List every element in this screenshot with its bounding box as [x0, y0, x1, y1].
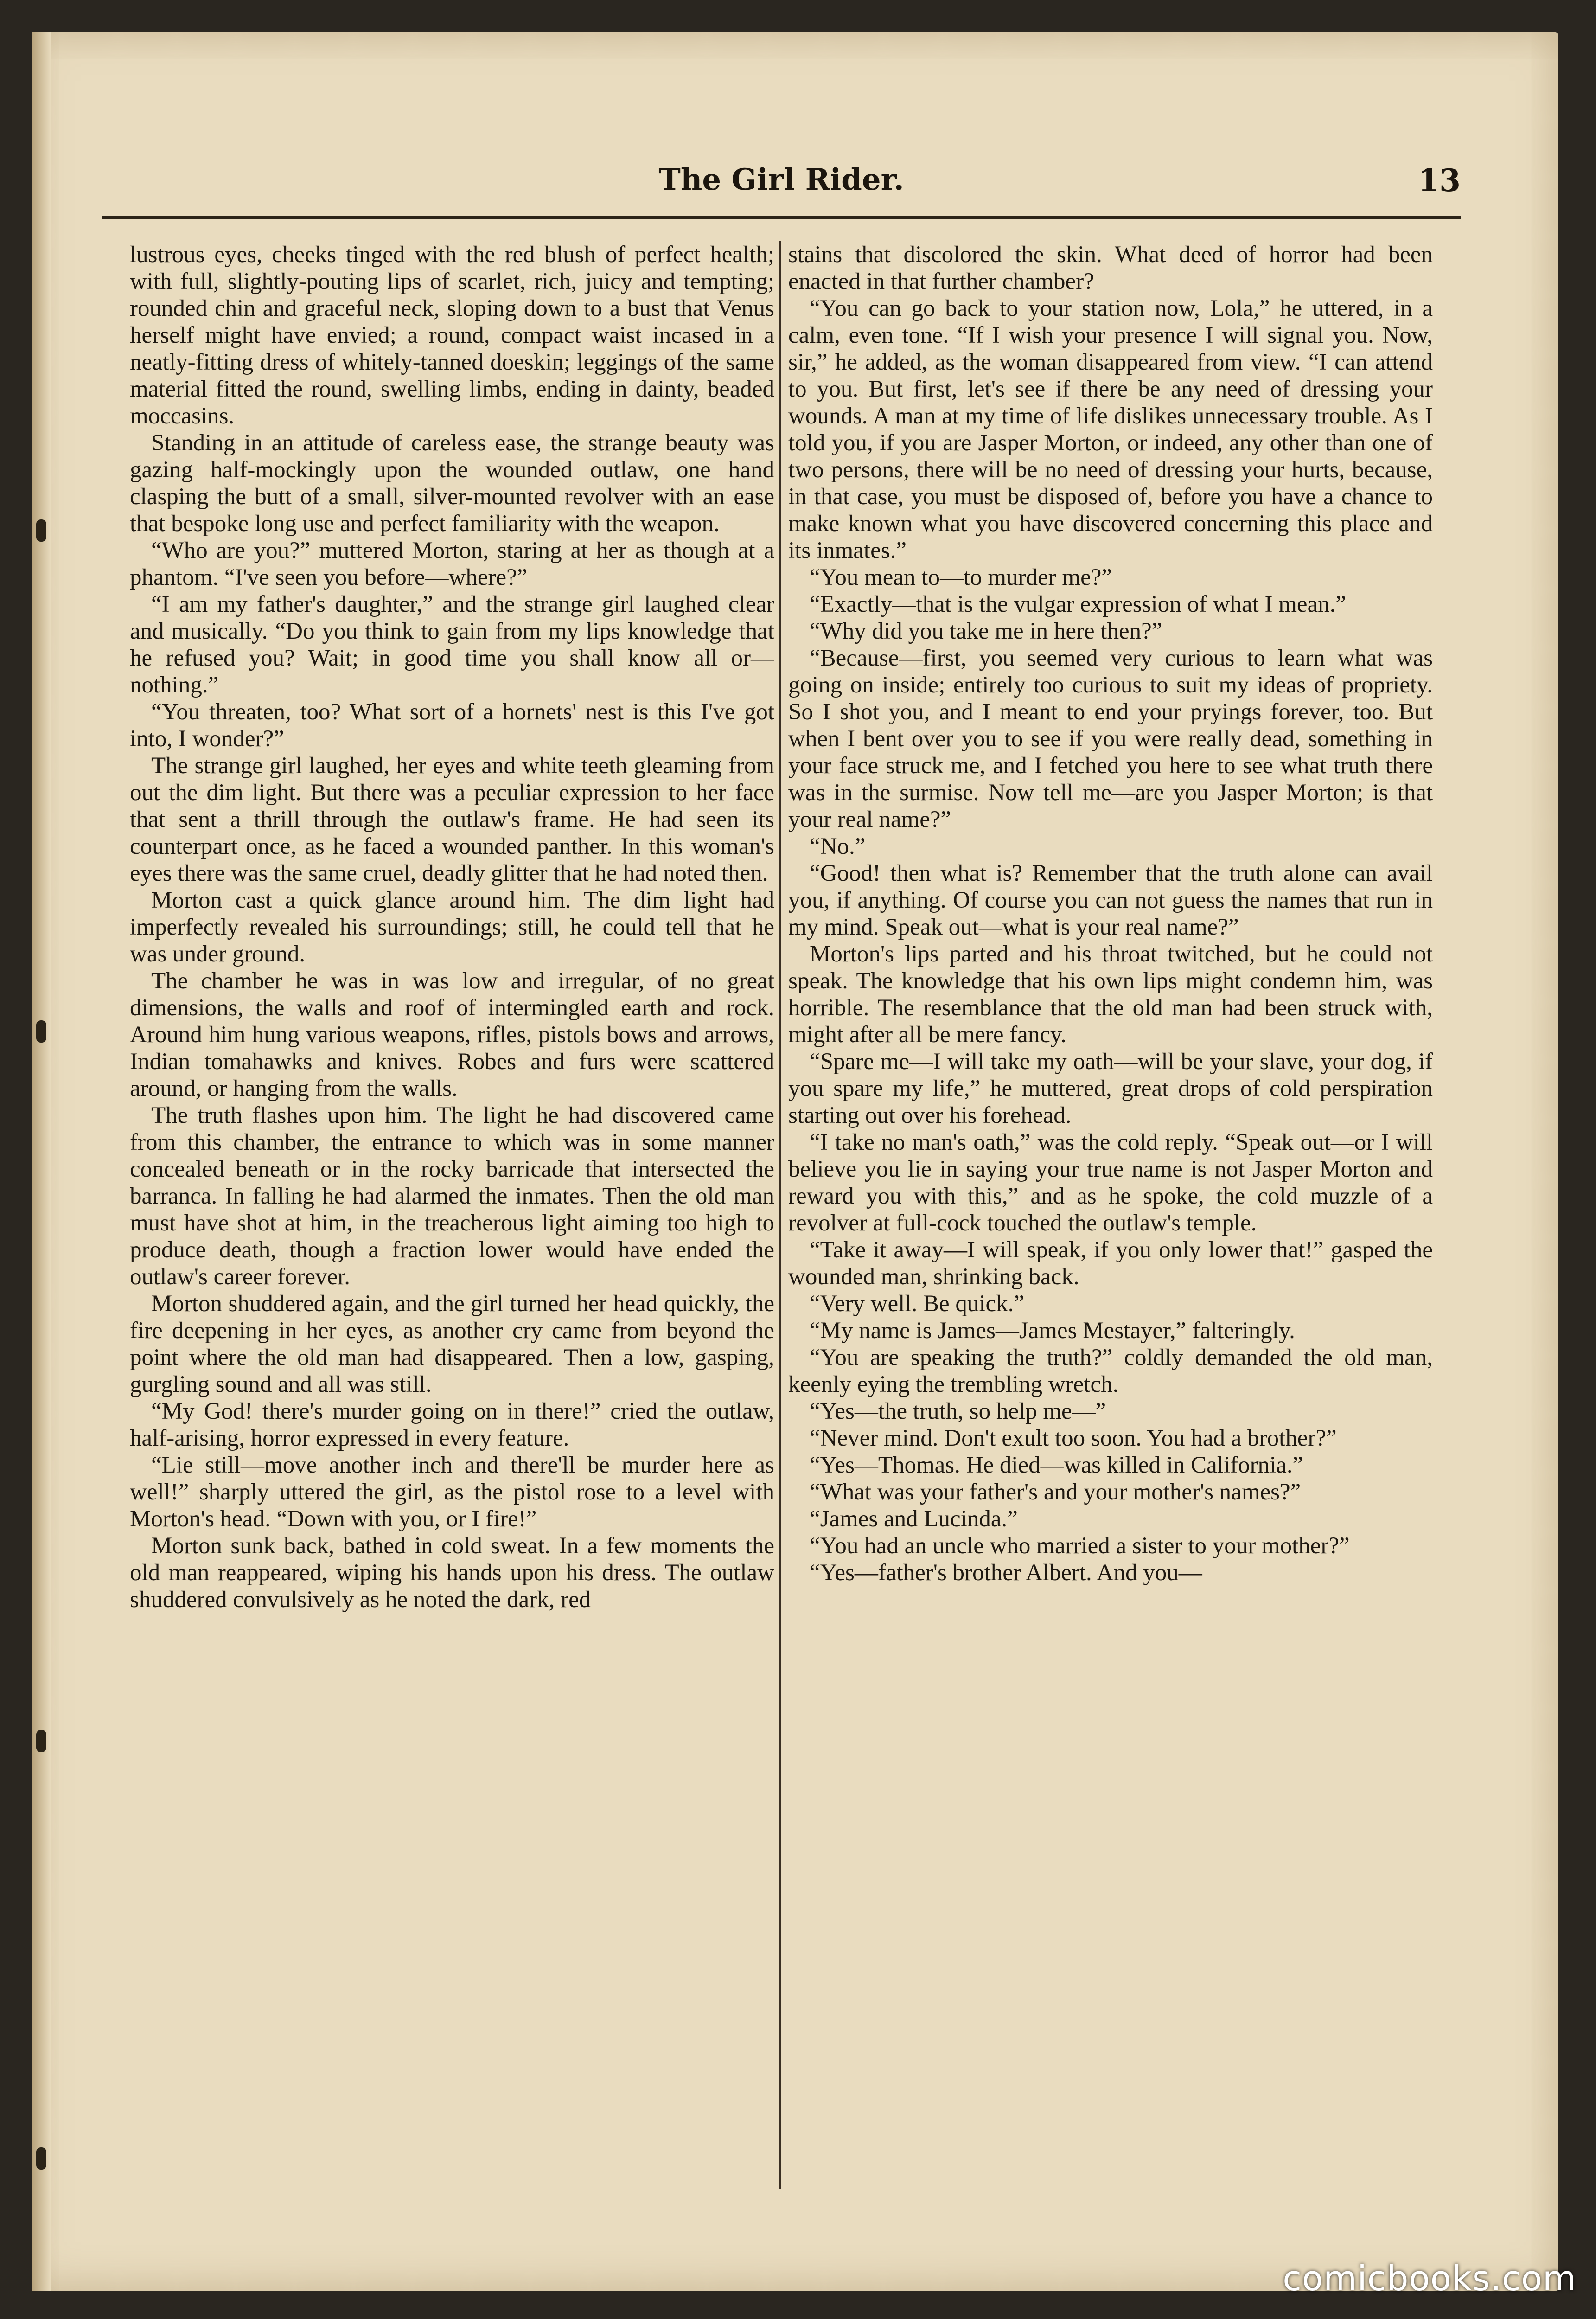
paragraph: “Never mind. Don't exult too soon. You had a brother?”: [810, 1425, 1337, 1451]
paragraph: The strange girl laughed, her eyes and white teeth gleaming from out the dim light. But there was a peculiar expression to her face that sent a thrill through the outlaw's frame. He had seen its counterpart once, as he faced a wounded panther. In this woman's eyes there was the same cruel, deadly glitter that he had noted then.: [130, 753, 774, 886]
paragraph: “Yes—father's brother Albert. And you—: [810, 1560, 1202, 1586]
paragraph: “You had an uncle who married a sister to your mother?”: [810, 1533, 1350, 1559]
paragraph: “My God! there's murder going on in there!” cried the outlaw, half-arising, horror expressed in every feature.: [130, 1398, 774, 1451]
binding-stitch: [36, 2147, 46, 2170]
paragraph: Morton cast a quick glance around him. The dim light had imperfectly revealed his surroundings; still, he could tell that he was under ground.: [130, 887, 774, 967]
paragraph: “What was your father's and your mother's names?”: [810, 1479, 1301, 1505]
paragraph: “I am my father's daughter,” and the strange girl laughed clear and musically. “Do you think to gain from my lips knowledge that he refused you? Wait; in good time you shall know all or—nothing.”: [130, 591, 774, 698]
paragraph: “You can go back to your station now, Lola,” he uttered, in a calm, even tone. “If I wish your presence I will signal you. Now, sir,” he added, as the woman disappeared from view. “I can attend to you. But first, let's see if there be any need of dressing your wounds. A man at my time of life dislikes unnecessary trouble. As I told you, if you are Jasper Morton, or indeed, any other than one of two persons, there will be no need of dressing your hurts, because, in that case, you must be disposed of, before you have a chance to make known what you have discovered concerning this place and its inmates.”: [788, 295, 1433, 564]
paragraph: “My name is James—James Mestayer,” falteringly.: [810, 1318, 1295, 1344]
paragraph: “Very well. Be quick.”: [810, 1291, 1025, 1317]
paragraph: “No.”: [810, 833, 866, 859]
paragraph: stains that discolored the skin. What deed of horror had been enacted in that further chamber?: [788, 242, 1433, 295]
header-rule: [102, 216, 1461, 219]
paragraph: “Yes—Thomas. He died—was killed in California.”: [810, 1452, 1303, 1478]
left-column: [130, 241, 774, 2189]
paragraph: “You threaten, too? What sort of a hornets' nest is this I've got into, I wonder?”: [130, 699, 774, 752]
column-divider: [779, 241, 781, 2189]
paragraph: “Spare me—I will take my oath—will be your slave, your dog, if you spare my life,” he muttered, great drops of cold perspiration starting out over his forehead.: [788, 1049, 1433, 1128]
paragraph: Morton's lips parted and his throat twitched, but he could not speak. The knowledge that his own lips might condemn him, was horrible. The resemblance that the old man had been struck with, might after all be mere fancy.: [788, 941, 1433, 1048]
paragraph: The truth flashes upon him. The light he had discovered came from this chamber, the entrance to which was in some manner concealed beneath or in the rocky barricade that intersected the barranca. In falling he had alarmed the inmates. Then the old man must have shot at him, in the treacherous light aiming too high to produce death, though a fraction lower would have ended the outlaw's career forever.: [130, 1102, 774, 1290]
paragraph: “Take it away—I will speak, if you only lower that!” gasped the wounded man, shrinking back.: [788, 1237, 1433, 1290]
paragraph: “James and Lucinda.”: [810, 1506, 1018, 1532]
paragraph: “Exactly—that is the vulgar expression of what I mean.”: [810, 591, 1347, 617]
binding-stitch: [36, 1020, 46, 1043]
page-header: [102, 162, 1461, 218]
paragraph: Morton shuddered again, and the girl turned her head quickly, the fire deepening in her eyes, as another cry came from beyond the point where the old man had disappeared. Then a low, gasping, gurgling sound and all was still.: [130, 1291, 774, 1397]
watermark: comicbooks.com: [1283, 2259, 1577, 2299]
paragraph: “Yes—the truth, so help me—”: [810, 1398, 1106, 1424]
paragraph: “I take no man's oath,” was the cold reply. “Speak out—or I will believe you lie in saying your true name is not Jasper Morton and reward you with this,” and as he spoke, the cold muzzle of a revolver at full-cock touched the outlaw's temple.: [788, 1129, 1433, 1236]
paragraph: The chamber he was in was low and irregular, of no great dimensions, the walls and roof of intermingled earth and rock. Around him hung various weapons, rifles, pistols bows and arrows, Indian tomahawks and knives. Robes and furs were scattered around, or hanging from the walls.: [130, 968, 774, 1102]
page-number: 13: [1418, 162, 1461, 199]
right-column: [788, 241, 1433, 2189]
running-title: The Girl Rider.: [658, 162, 904, 197]
page-binding: [32, 32, 51, 2291]
paragraph: “Why did you take me in here then?”: [810, 618, 1162, 644]
paragraph: “Because—first, you seemed very curious to learn what was going on inside; entirely too curious to suit my ideas of propriety. So I shot you, and I meant to end your pryings forever, too. But when I bent over you to see if you were really dead, something in your face struck me, and I fetched you here to see what truth there was in the surmise. Now tell me—are you Jasper Morton; is that your real name?”: [788, 645, 1433, 833]
paragraph: “Good! then what is? Remember that the truth alone can avail you, if anything. Of course you can not guess the names that run in my mind. Speak out—what is your real name?”: [788, 860, 1433, 940]
paragraph: “Who are you?” muttered Morton, staring at her as though at a phantom. “I've seen you before—where?”: [130, 538, 774, 590]
paragraph: Morton sunk back, bathed in cold sweat. In a few moments the old man reappeared, wiping his hands upon his dress. The outlaw shuddered convulsively as he noted the dark, red: [130, 1533, 774, 1613]
binding-stitch: [36, 519, 46, 542]
paragraph: lustrous eyes, cheeks tinged with the red blush of perfect health; with full, slightly-pouting lips of scarlet, rich, juicy and tempting; rounded chin and graceful neck, sloping down to a bust that Venus herself might have envied; a round, compact waist incased in a neatly-fitting dress of whitely-tanned doeskin; leggings of the same material fitted the round, swelling limbs, ending in dainty, beaded moccasins.: [130, 242, 774, 429]
paragraph: Standing in an attitude of careless ease, the strange beauty was gazing half-mockingly upon the wounded outlaw, one hand clasping the butt of a small, silver-mounted revolver with an ease that bespoke long use and perfect familiarity with the weapon.: [130, 430, 774, 537]
paragraph: “You are speaking the truth?” coldly demanded the old man, keenly eying the trembling wretch.: [788, 1345, 1433, 1397]
binding-stitch: [36, 1730, 46, 1752]
paragraph: “Lie still—move another inch and there'll be murder here as well!” sharply uttered the girl, as the pistol rose to a level with Morton's head. “Down with you, or I fire!”: [130, 1452, 774, 1532]
paragraph: “You mean to—to murder me?”: [810, 564, 1112, 590]
